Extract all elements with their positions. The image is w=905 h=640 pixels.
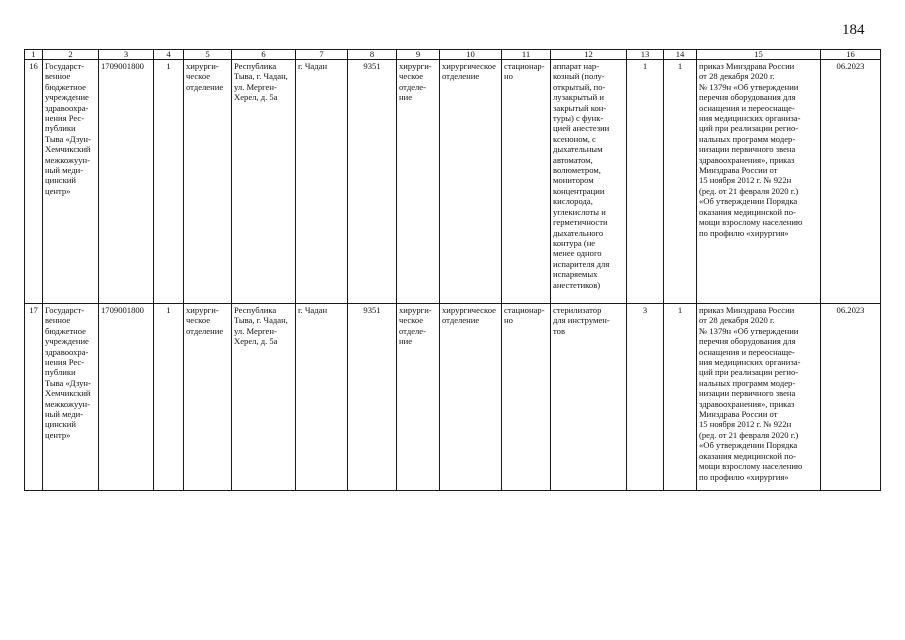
header-cell: 8 [348,50,397,60]
city: г. Чадан [296,60,348,304]
header-cell: 2 [43,50,99,60]
address: Республика Тыва, г. Чадан, ул. Мерген- Херел, д. 5а [232,304,296,491]
department-full: хирургическое отделение [440,304,502,491]
institution-name: Государст- венное бюджетное учреждение здравоохра- нения Рес- публики Тыва «Дзун- Хемчикский межкожуун- ный меди- цинский центр» [43,60,99,304]
header-cell: 13 [627,50,664,60]
date: 06.2023 [821,304,881,491]
cell-col13: 1 [627,60,664,304]
institution-code: 1709001800 [99,304,154,491]
equipment-table [24,49,881,491]
cell-col4: 1 [154,304,184,491]
date: 06.2023 [821,60,881,304]
header-cell: 12 [551,50,627,60]
cell-col14: 1 [664,304,697,491]
table-row [25,304,881,491]
header-cell: 10 [440,50,502,60]
care-mode: стационар- но [502,60,551,304]
cell-col4: 1 [154,60,184,304]
header-cell: 1 [25,50,43,60]
header-cell: 14 [664,50,697,60]
department: хирурги- ческое отделение [184,60,232,304]
legal-basis: приказ Минздрава России от 28 декабря 2020 г. № 1379н «Об утверждении перечня оборудования для оснащения и переоснаще- ния медицинских организа- ций при реализации регио- нальных программ модер- низации первичного звена здравоохранения», приказ Минздрава России от 15 ноября 2012 г. № 922н (ред. от 21 февраля 2020 г.) «Об утверждении Порядка оказания медицинской по- мощи взрослому населению по профилю «хирургия» [697,304,821,491]
header-cell: 11 [502,50,551,60]
equipment-description: аппарат нар- козный (полу- открытый, по- лузакрытый и закрытый кон- туры) с функ- цией анестезии ксеноном, с дыхательным автоматом, волюметром, монитором концентрации кислорода, углекислоты и герметичности дыхательного контура (не менее одного испарителя для испаряемых анестетиков) [551,60,627,304]
care-mode: стационар- но [502,304,551,491]
department: хирурги- ческое отделение [184,304,232,491]
header-cell: 5 [184,50,232,60]
header-cell: 7 [296,50,348,60]
institution-name: Государст- венное бюджетное учреждение здравоохра- нения Рес- публики Тыва «Дзун- Хемчикский межкожуун- ный меди- цинский центр» [43,304,99,491]
address: Республика Тыва, г. Чадан, ул. Мерген- Херел, д. 5а [232,60,296,304]
header-cell: 4 [154,50,184,60]
legal-basis: приказ Минздрава России от 28 декабря 2020 г. № 1379н «Об утверждении перечня оборудования для оснащения и переоснаще- ния медицинских организа- ций при реализации регио- нальных программ модер- низации первичного звена здравоохранения», приказ Минздрава России от 15 ноября 2012 г. № 922н (ред. от 21 февраля 2020 г.) «Об утверждении Порядка оказания медицинской по- мощи взрослому населению по профилю «хирургия» [697,60,821,304]
department-full: хирургическое отделение [440,60,502,304]
page-number: 184 [842,22,865,38]
header-cell: 6 [232,50,296,60]
equipment-description: стерилизатор для инструмен- тов [551,304,627,491]
city: г. Чадан [296,304,348,491]
header-cell: 15 [697,50,821,60]
cell-col8: 9351 [348,60,397,304]
header-row [25,50,881,60]
header-cell: 16 [821,50,881,60]
header-cell: 9 [397,50,440,60]
cell-col8: 9351 [348,304,397,491]
cell-col13: 3 [627,304,664,491]
row-number: 16 [25,60,43,304]
header-cell: 3 [99,50,154,60]
institution-code: 1709001800 [99,60,154,304]
department-short: хирурги- ческое отделе- ние [397,304,440,491]
department-short: хирурги- ческое отделе- ние [397,60,440,304]
cell-col14: 1 [664,60,697,304]
table-row [25,60,881,304]
row-number: 17 [25,304,43,491]
